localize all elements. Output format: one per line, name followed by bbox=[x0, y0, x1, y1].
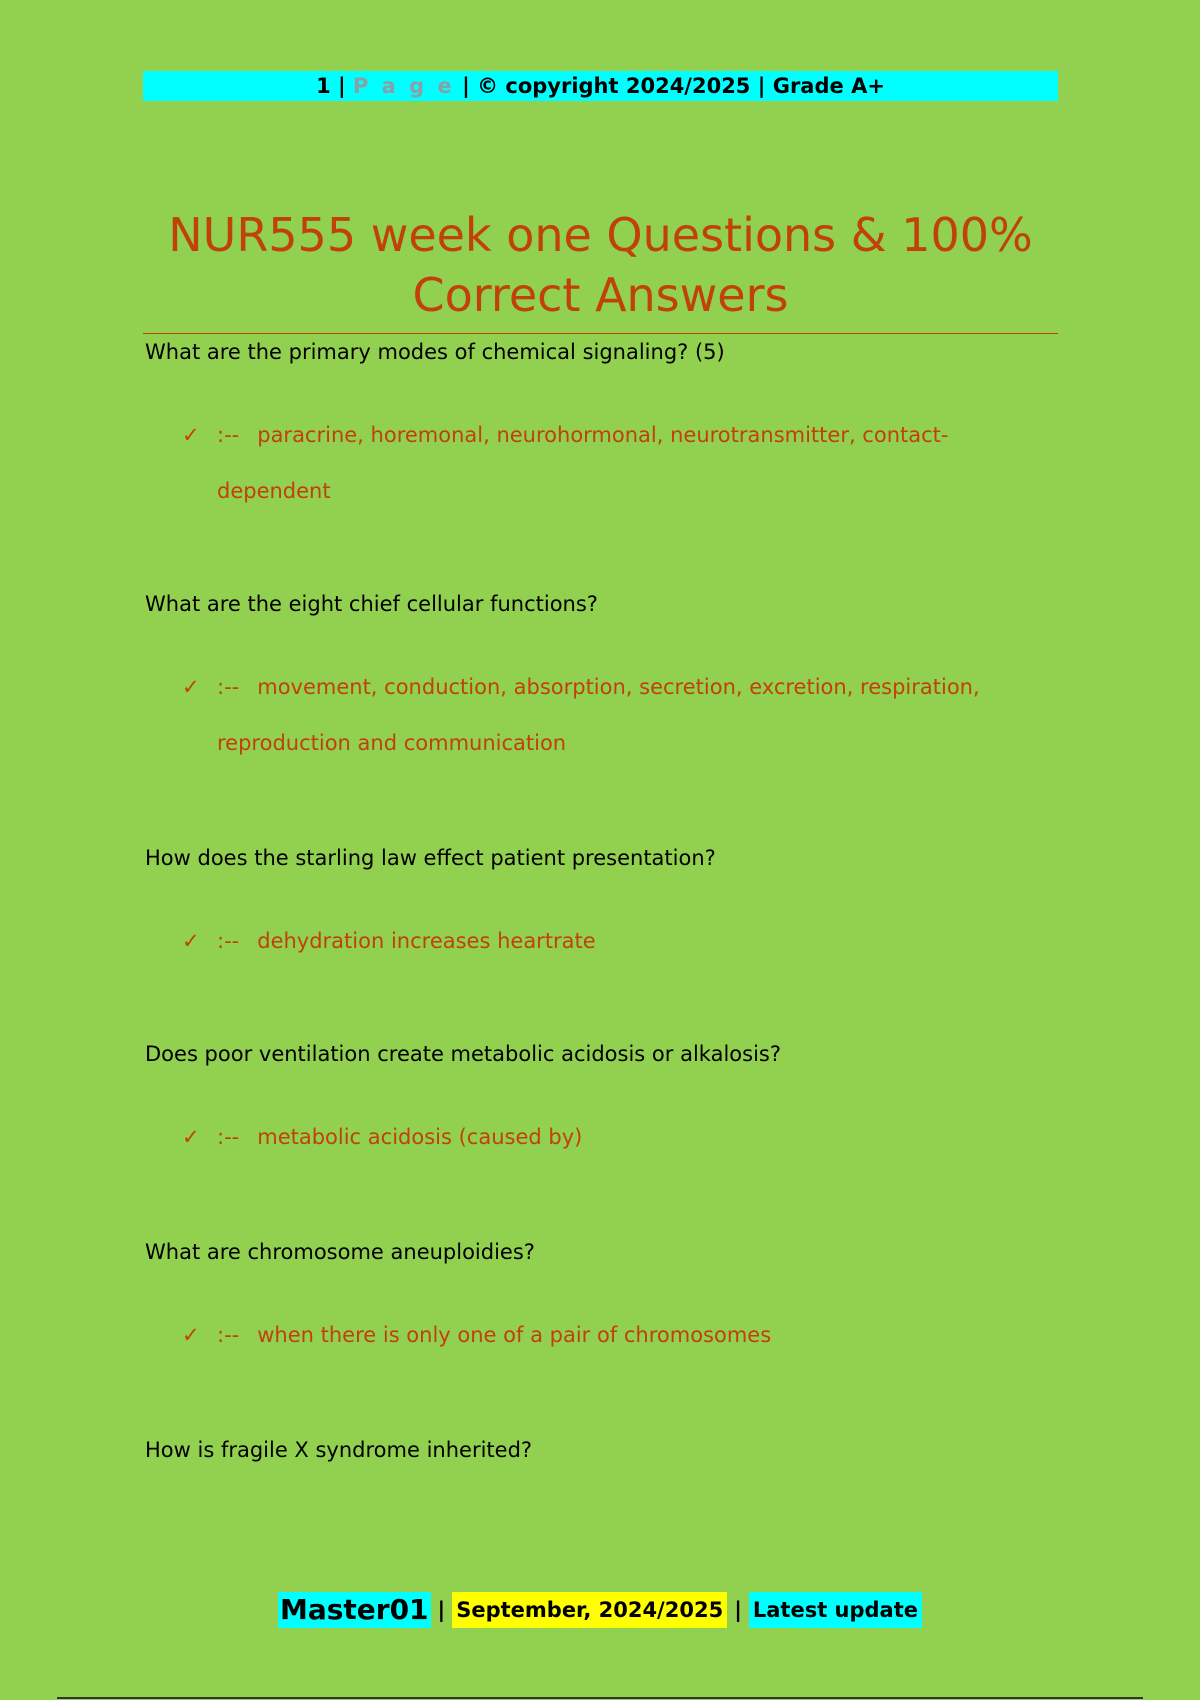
answer-prefix: :-- bbox=[217, 675, 240, 699]
page-word: P a g e bbox=[352, 74, 455, 98]
footer-separator: | bbox=[734, 1598, 742, 1622]
question-text: What are the eight chief cellular functions? bbox=[145, 592, 598, 616]
author-name: Master01 bbox=[279, 1593, 429, 1626]
qa-item bbox=[145, 589, 1045, 771]
title-line-1: NUR555 week one Questions & 100% bbox=[168, 208, 1033, 262]
title-line-2: Correct Answers bbox=[412, 268, 789, 322]
checkmark-icon: ✓ bbox=[182, 675, 200, 699]
checkmark-icon: ✓ bbox=[182, 1323, 200, 1347]
qa-item bbox=[145, 1237, 1045, 1363]
question-text: How does the starling law effect patient presentation? bbox=[145, 846, 716, 870]
qa-item bbox=[145, 843, 1045, 969]
answer-block bbox=[145, 659, 1045, 771]
checkmark-icon: ✓ bbox=[182, 423, 200, 447]
question-text: Does poor ventilation create metabolic acidosis or alkalosis? bbox=[145, 1042, 781, 1066]
document-title bbox=[143, 205, 1058, 325]
answer-block bbox=[145, 1307, 1045, 1363]
question-text: How is fragile X syndrome inherited? bbox=[145, 1438, 533, 1462]
answer-text: when there is only one of a pair of chromosomes bbox=[257, 1323, 772, 1347]
answer-prefix: :-- bbox=[217, 423, 240, 447]
header-separator: | bbox=[757, 74, 766, 98]
checkmark-icon: ✓ bbox=[182, 929, 200, 953]
footer-separator: | bbox=[437, 1598, 446, 1622]
grade-text: Grade A+ bbox=[772, 74, 885, 98]
answer-text: dehydration increases heartrate bbox=[257, 929, 596, 953]
question-text: What are the primary modes of chemical signaling? (5) bbox=[145, 340, 725, 364]
qa-item bbox=[145, 1435, 1045, 1465]
header-separator: | bbox=[338, 74, 346, 98]
page-header bbox=[143, 71, 1058, 101]
header-separator: | bbox=[462, 74, 470, 98]
checkmark-icon: ✓ bbox=[182, 1125, 200, 1149]
title-underline bbox=[143, 333, 1058, 334]
latest-update: Latest update bbox=[749, 1592, 922, 1628]
footer-date: September, 2024/2025 bbox=[452, 1592, 727, 1628]
answer-prefix: :-- bbox=[217, 929, 240, 953]
answer-block bbox=[145, 913, 1045, 969]
answer-prefix: :-- bbox=[217, 1323, 240, 1347]
copyright-text: © copyright 2024/2025 bbox=[477, 74, 751, 98]
answer-text: paracrine, horemonal, neurohormonal, neurotransmitter, contact-dependent bbox=[217, 423, 949, 503]
qa-item bbox=[145, 1039, 1045, 1165]
question-text: What are chromosome aneuploidies? bbox=[145, 1240, 535, 1264]
answer-prefix: :-- bbox=[217, 1125, 240, 1149]
answer-text: movement, conduction, absorption, secretion, excretion, respiration, reproduction and communication bbox=[217, 675, 980, 755]
answer-text: metabolic acidosis (caused by) bbox=[257, 1125, 583, 1149]
qa-item bbox=[145, 337, 1045, 519]
answer-block bbox=[145, 407, 1045, 519]
page-number: 1 bbox=[316, 74, 331, 98]
answer-block bbox=[145, 1109, 1045, 1165]
page-footer bbox=[0, 1592, 1200, 1628]
footer-rule bbox=[57, 1697, 1143, 1699]
